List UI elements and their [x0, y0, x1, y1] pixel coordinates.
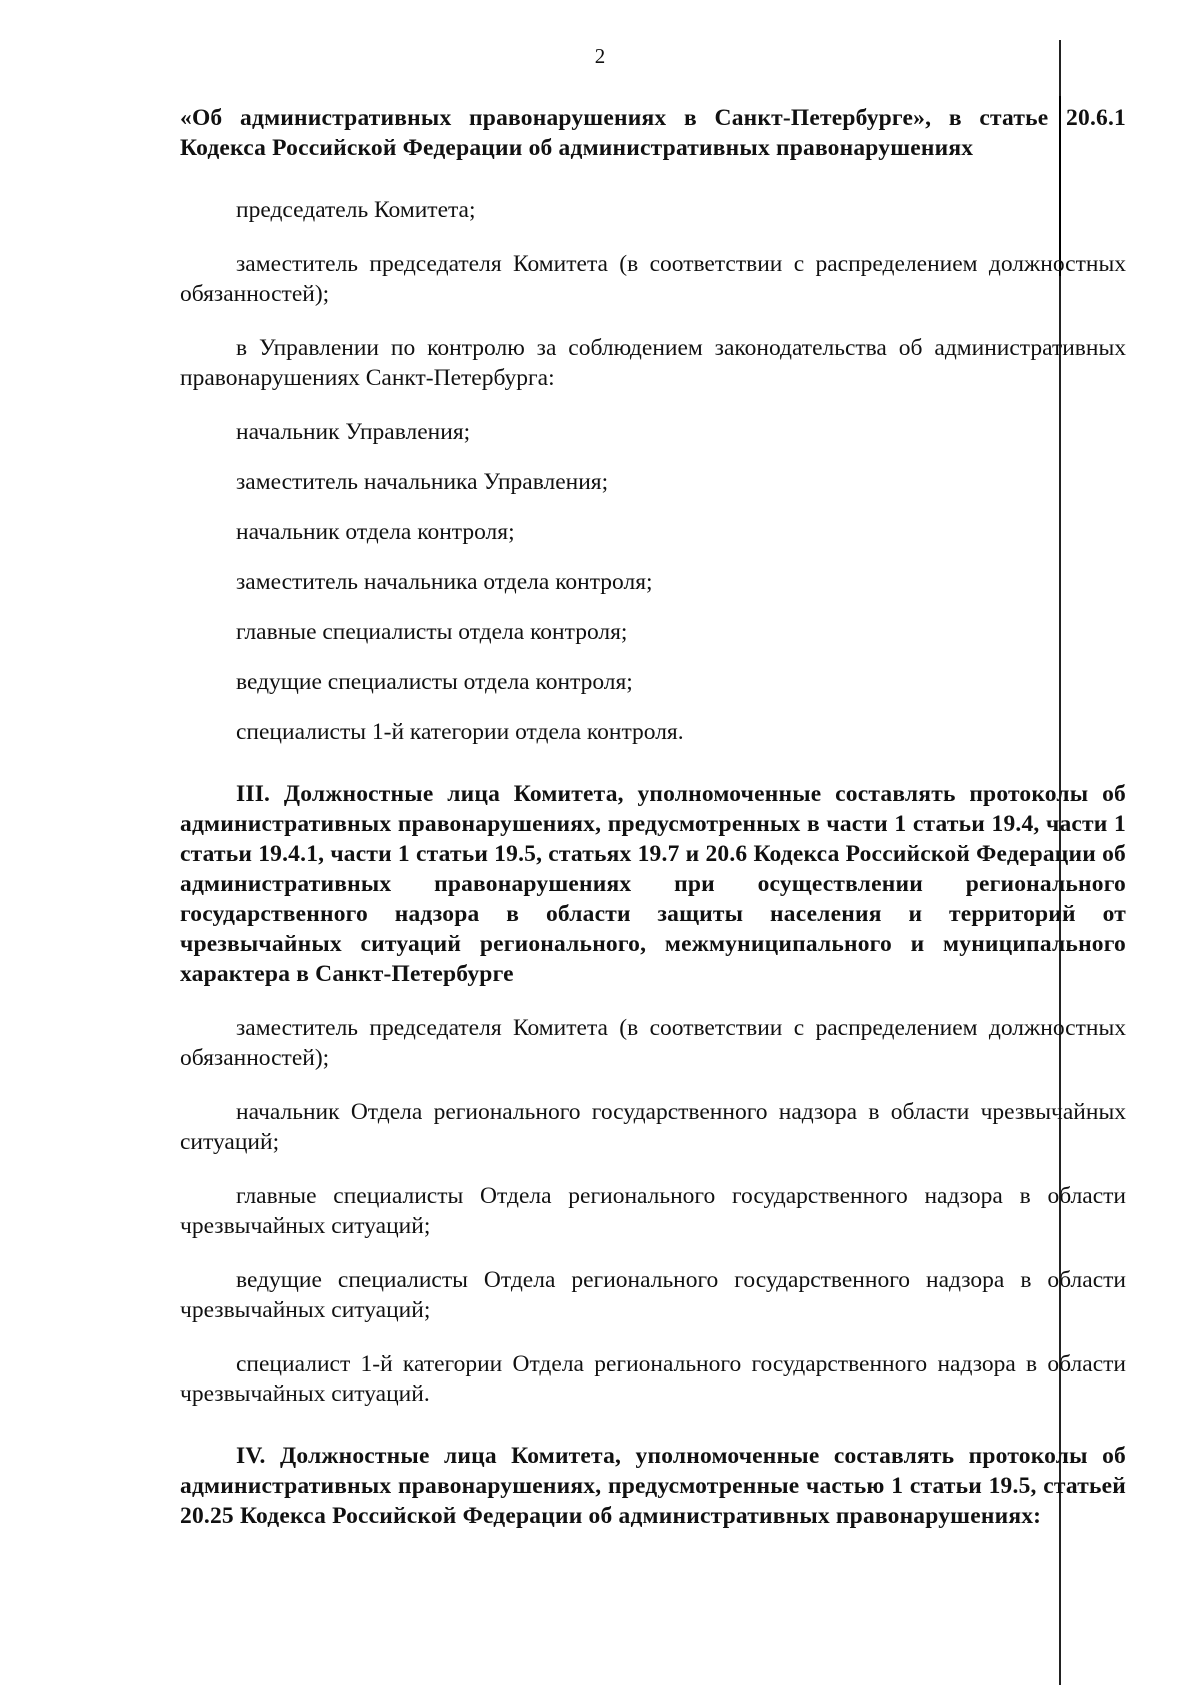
list-item: главные специалисты Отдела регионального государственного надзора в области чрезвычайных ситуаций;	[180, 1183, 1126, 1239]
list-item: ведущие специалисты отдела контроля;	[236, 669, 633, 695]
list-item: специалист 1-й категории Отдела регионального государственного надзора в области чрезвычайных ситуаций.	[180, 1351, 1126, 1407]
list-item: ведущие специалисты Отдела регионального государственного надзора в области чрезвычайных ситуаций;	[180, 1267, 1126, 1323]
list-item: заместитель начальника отдела контроля;	[236, 569, 653, 595]
section-iii-heading: III. Должностные лица Комитета, уполномоченные составлять протоколы об административных правонарушениях, предусмотренных в части 1 статьи 19.4, части 1 статьи 19.4.1, части 1 статьи 19.5, статьях 19.7 и 20.6 Кодекса Российской Федерации об административных правонарушениях при осуществлении регионального государственного надзора в области защиты населения и территорий от чрезвычайных ситуаций регионального, межмуниципального и муниципального характера в Санкт-Петербурге	[180, 781, 1126, 987]
list-item: председатель Комитета;	[236, 197, 476, 223]
list-item: начальник Управления;	[236, 419, 471, 445]
list-item: начальник Отдела регионального государственного надзора в области чрезвычайных ситуаций;	[180, 1099, 1126, 1155]
list-item: специалисты 1-й категории отдела контроля.	[236, 719, 684, 745]
document-body	[180, 103, 1126, 1531]
list-item: начальник отдела контроля;	[236, 519, 515, 545]
section-ii-heading-tail: «Об административных правонарушениях в Санкт-Петербурге», в статье 20.6.1 Кодекса Российской Федерации об административных правонарушениях	[180, 105, 1126, 161]
page-number: 2	[594, 44, 606, 68]
list-item: заместитель председателя Комитета (в соответствии с распределением должностных обязанностей);	[180, 251, 1126, 307]
list-item: заместитель председателя Комитета (в соответствии с распределением должностных обязанностей);	[180, 1015, 1126, 1071]
list-item: в Управлении по контролю за соблюдением законодательства об административных правонарушениях Санкт-Петербурга:	[180, 335, 1126, 391]
section-iv-heading: IV. Должностные лица Комитета, уполномоченные составлять протоколы об административных правонарушениях, предусмотренные частью 1 статьи 19.5, статьей 20.25 Кодекса Российской Федерации об административных правонарушениях:	[180, 1443, 1126, 1529]
list-item: главные специалисты отдела контроля;	[236, 619, 628, 645]
list-item: заместитель начальника Управления;	[236, 469, 609, 495]
